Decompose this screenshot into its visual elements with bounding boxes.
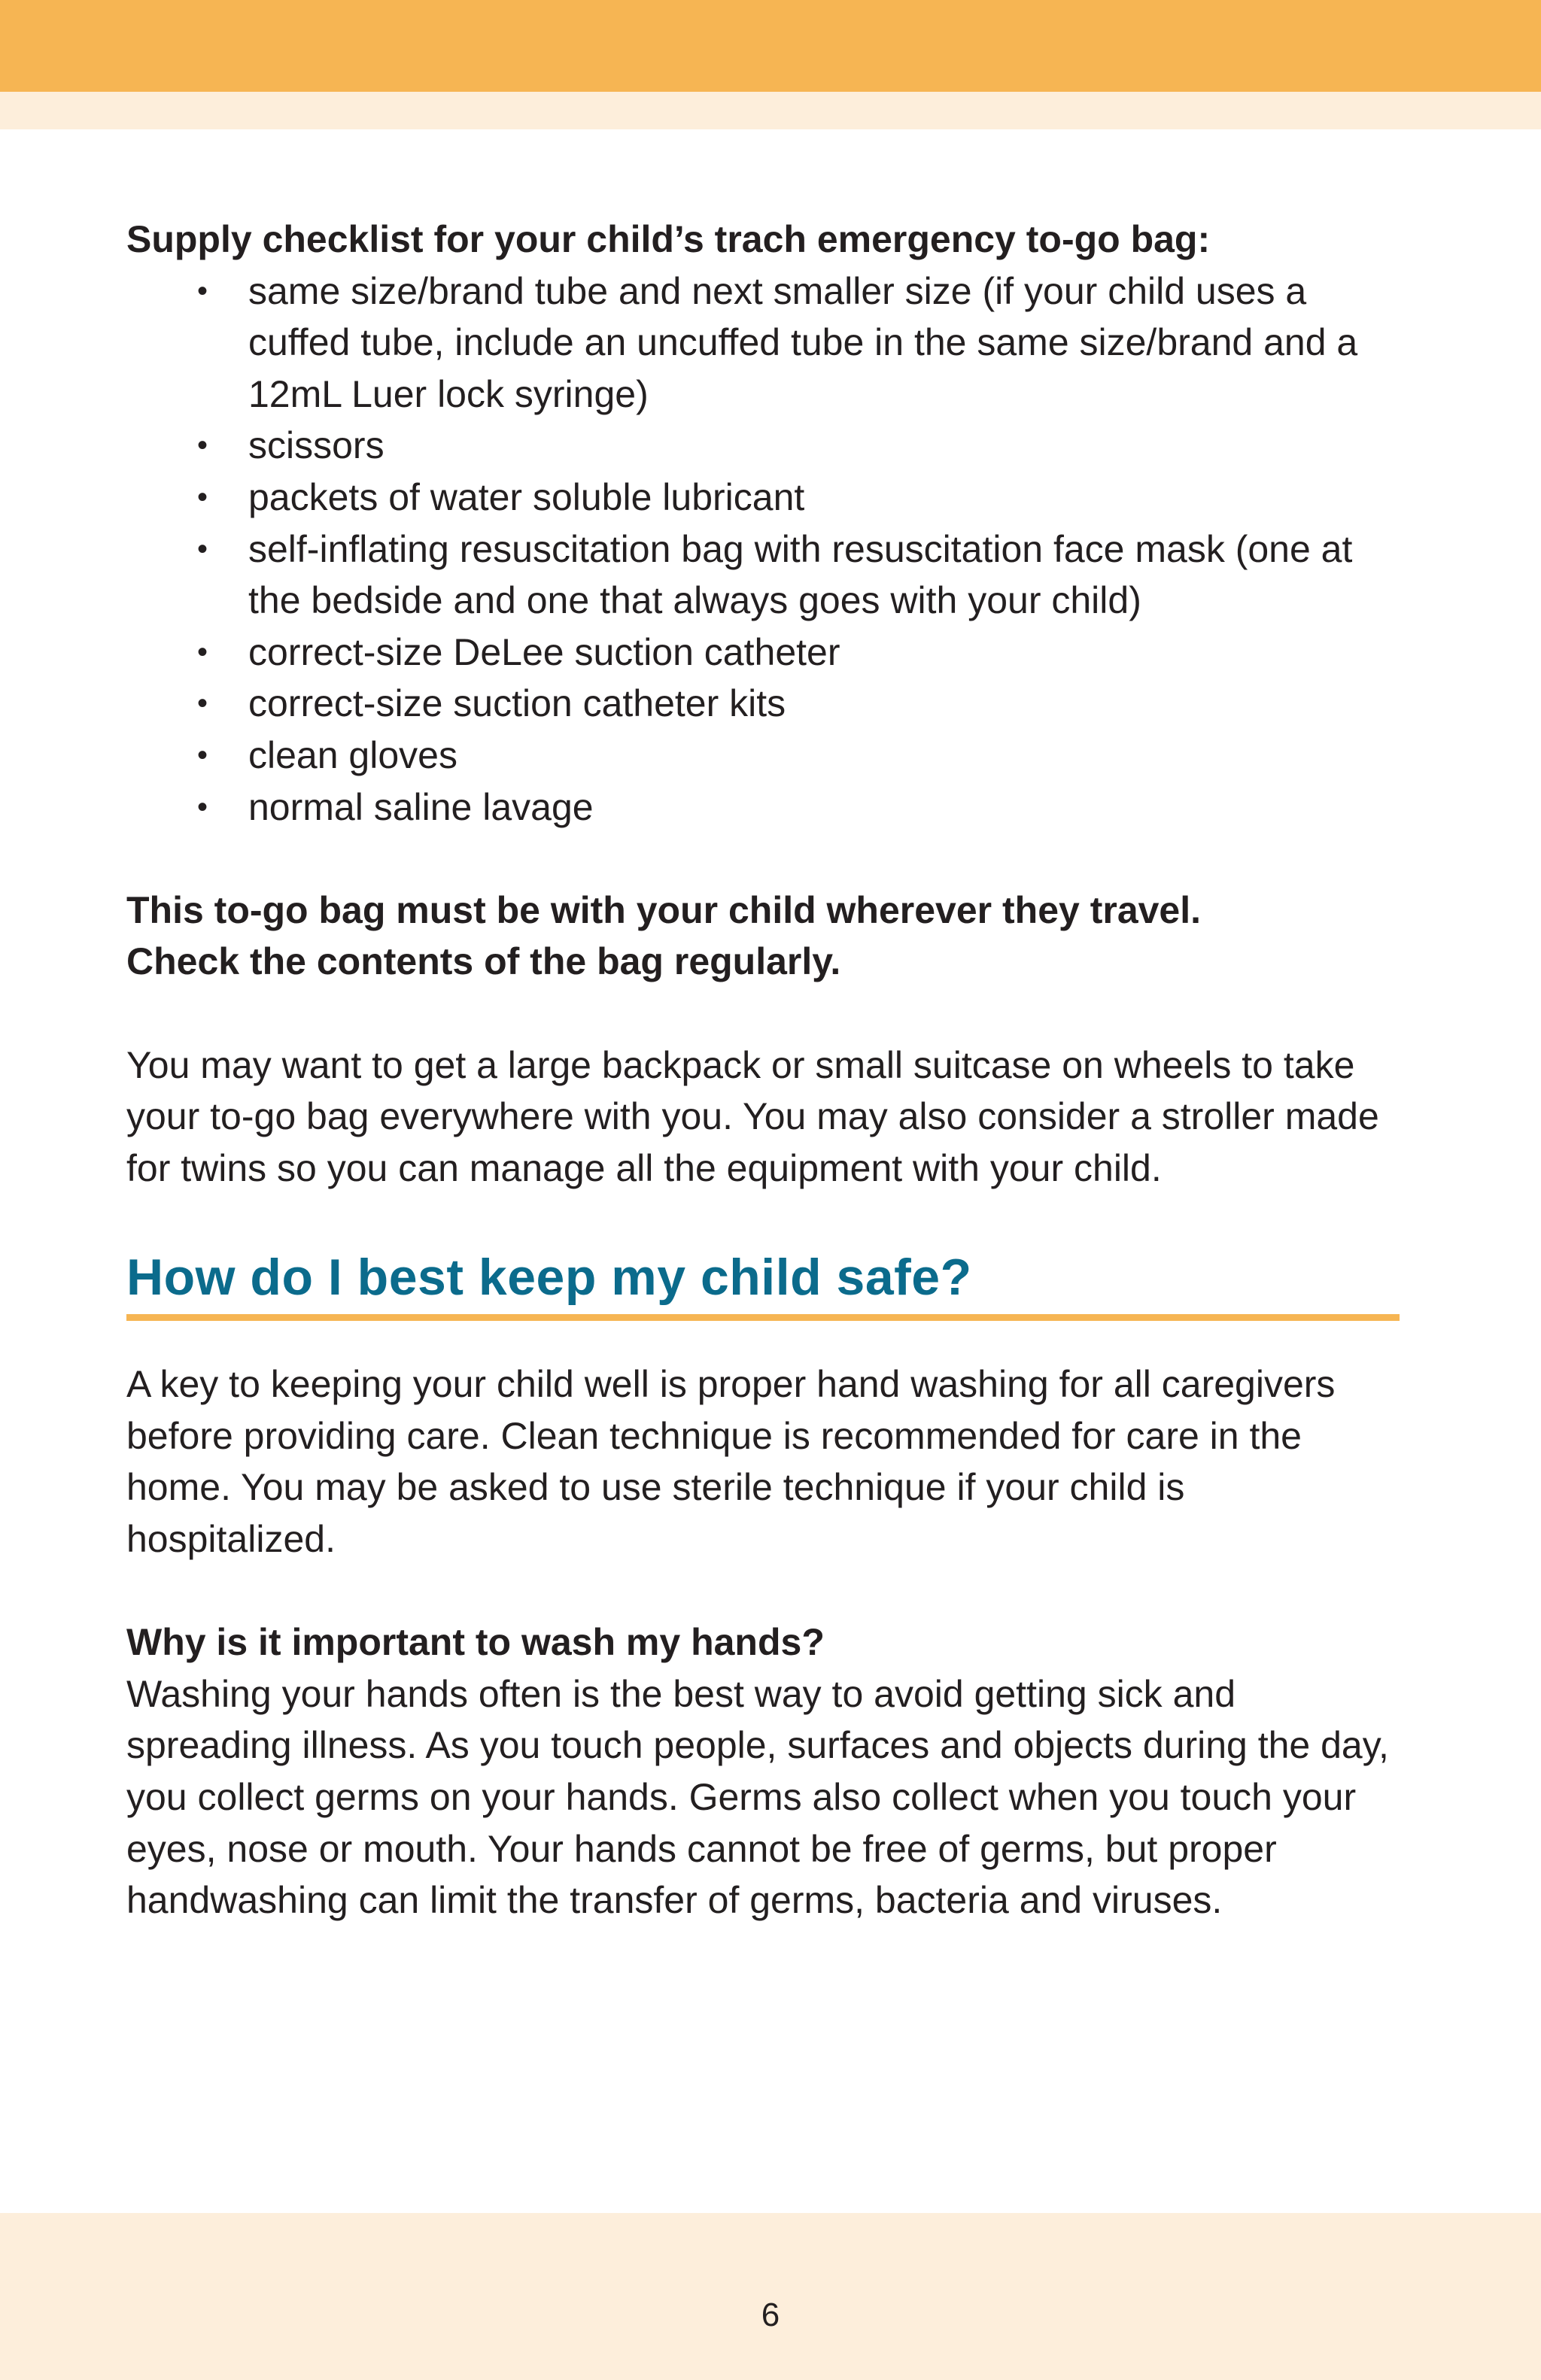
backpack-paragraph: You may want to get a large backpack or small suitcase on wheels to take your to-go bag everywhere with you. You may also consider a stroller made for twins so you can manage all the equipment with your child.	[126, 1043, 1379, 1189]
list-item-text: self-inflating resuscitation bag with resuscitation face mask (one at the bedside and one that always goes with your child)	[248, 527, 1353, 622]
safety-intro-paragraph: A key to keeping your child well is proper hand washing for all caregivers before providing care. Clean technique is recommended for care in the home. You may be asked to use sterile technique if your child is hospitalized.	[126, 1363, 1336, 1561]
bullet-icon: •	[197, 790, 208, 824]
bullet-icon: •	[197, 738, 208, 772]
bullet-icon: •	[197, 429, 208, 463]
list-item	[197, 678, 1400, 730]
list-item-text: scissors	[248, 424, 384, 467]
handwashing-question: Why is it important to wash my hands?	[126, 1621, 825, 1664]
top-color-band	[0, 0, 1541, 92]
list-item-text: packets of water soluble lubricant	[248, 475, 805, 518]
spacer	[126, 1194, 1400, 1245]
list-item-text: correct-size suction catheter kits	[248, 682, 786, 725]
bullet-icon: •	[197, 480, 208, 514]
list-item	[197, 782, 1400, 833]
list-item	[197, 420, 1400, 472]
checklist-title: Supply checklist for your child’s trach emergency to-go bag:	[126, 218, 1211, 260]
list-item	[197, 472, 1400, 524]
supply-checklist	[126, 266, 1400, 833]
spacer	[126, 1565, 1400, 1617]
list-item-text: same size/brand tube and next smaller size (if your child uses a cuffed tube, include an uncuffed tube in the same size/brand and a 12mL Luer lock syringe)	[248, 269, 1358, 415]
list-item	[197, 524, 1400, 627]
list-item	[197, 627, 1400, 678]
list-item-text: normal saline lavage	[248, 785, 594, 828]
bullet-icon: •	[197, 532, 208, 566]
notice-line-1: This to-go bag must be with your child wherever they travel.	[126, 888, 1202, 931]
spacer	[126, 833, 1400, 885]
page-content	[126, 214, 1400, 1926]
notice-line-2: Check the contents of the bag regularly.	[126, 940, 841, 983]
top-light-strip	[0, 92, 1541, 129]
page-number: 6	[761, 2297, 780, 2333]
list-item	[197, 730, 1400, 782]
section-heading: How do I best keep my child safe?	[126, 1249, 972, 1307]
handwashing-answer: Washing your hands often is the best way to avoid getting sick and spreading illness. As you touch people, surfaces and objects during the day, you collect germs on your hands. Germs also collect when you touch your eyes, nose or mouth. Your hands cannot be free of germs, but proper handwashing can limit the transfer of germs, bacteria and viruses.	[126, 1672, 1389, 1922]
spacer	[126, 988, 1400, 1040]
bullet-icon: •	[197, 687, 208, 721]
heading-underline	[126, 1314, 1400, 1321]
list-item-text: correct-size DeLee suction catheter	[248, 630, 840, 673]
bullet-icon: •	[197, 635, 208, 669]
bullet-icon: •	[197, 274, 208, 308]
list-item-text: clean gloves	[248, 733, 457, 776]
list-item	[197, 266, 1400, 420]
